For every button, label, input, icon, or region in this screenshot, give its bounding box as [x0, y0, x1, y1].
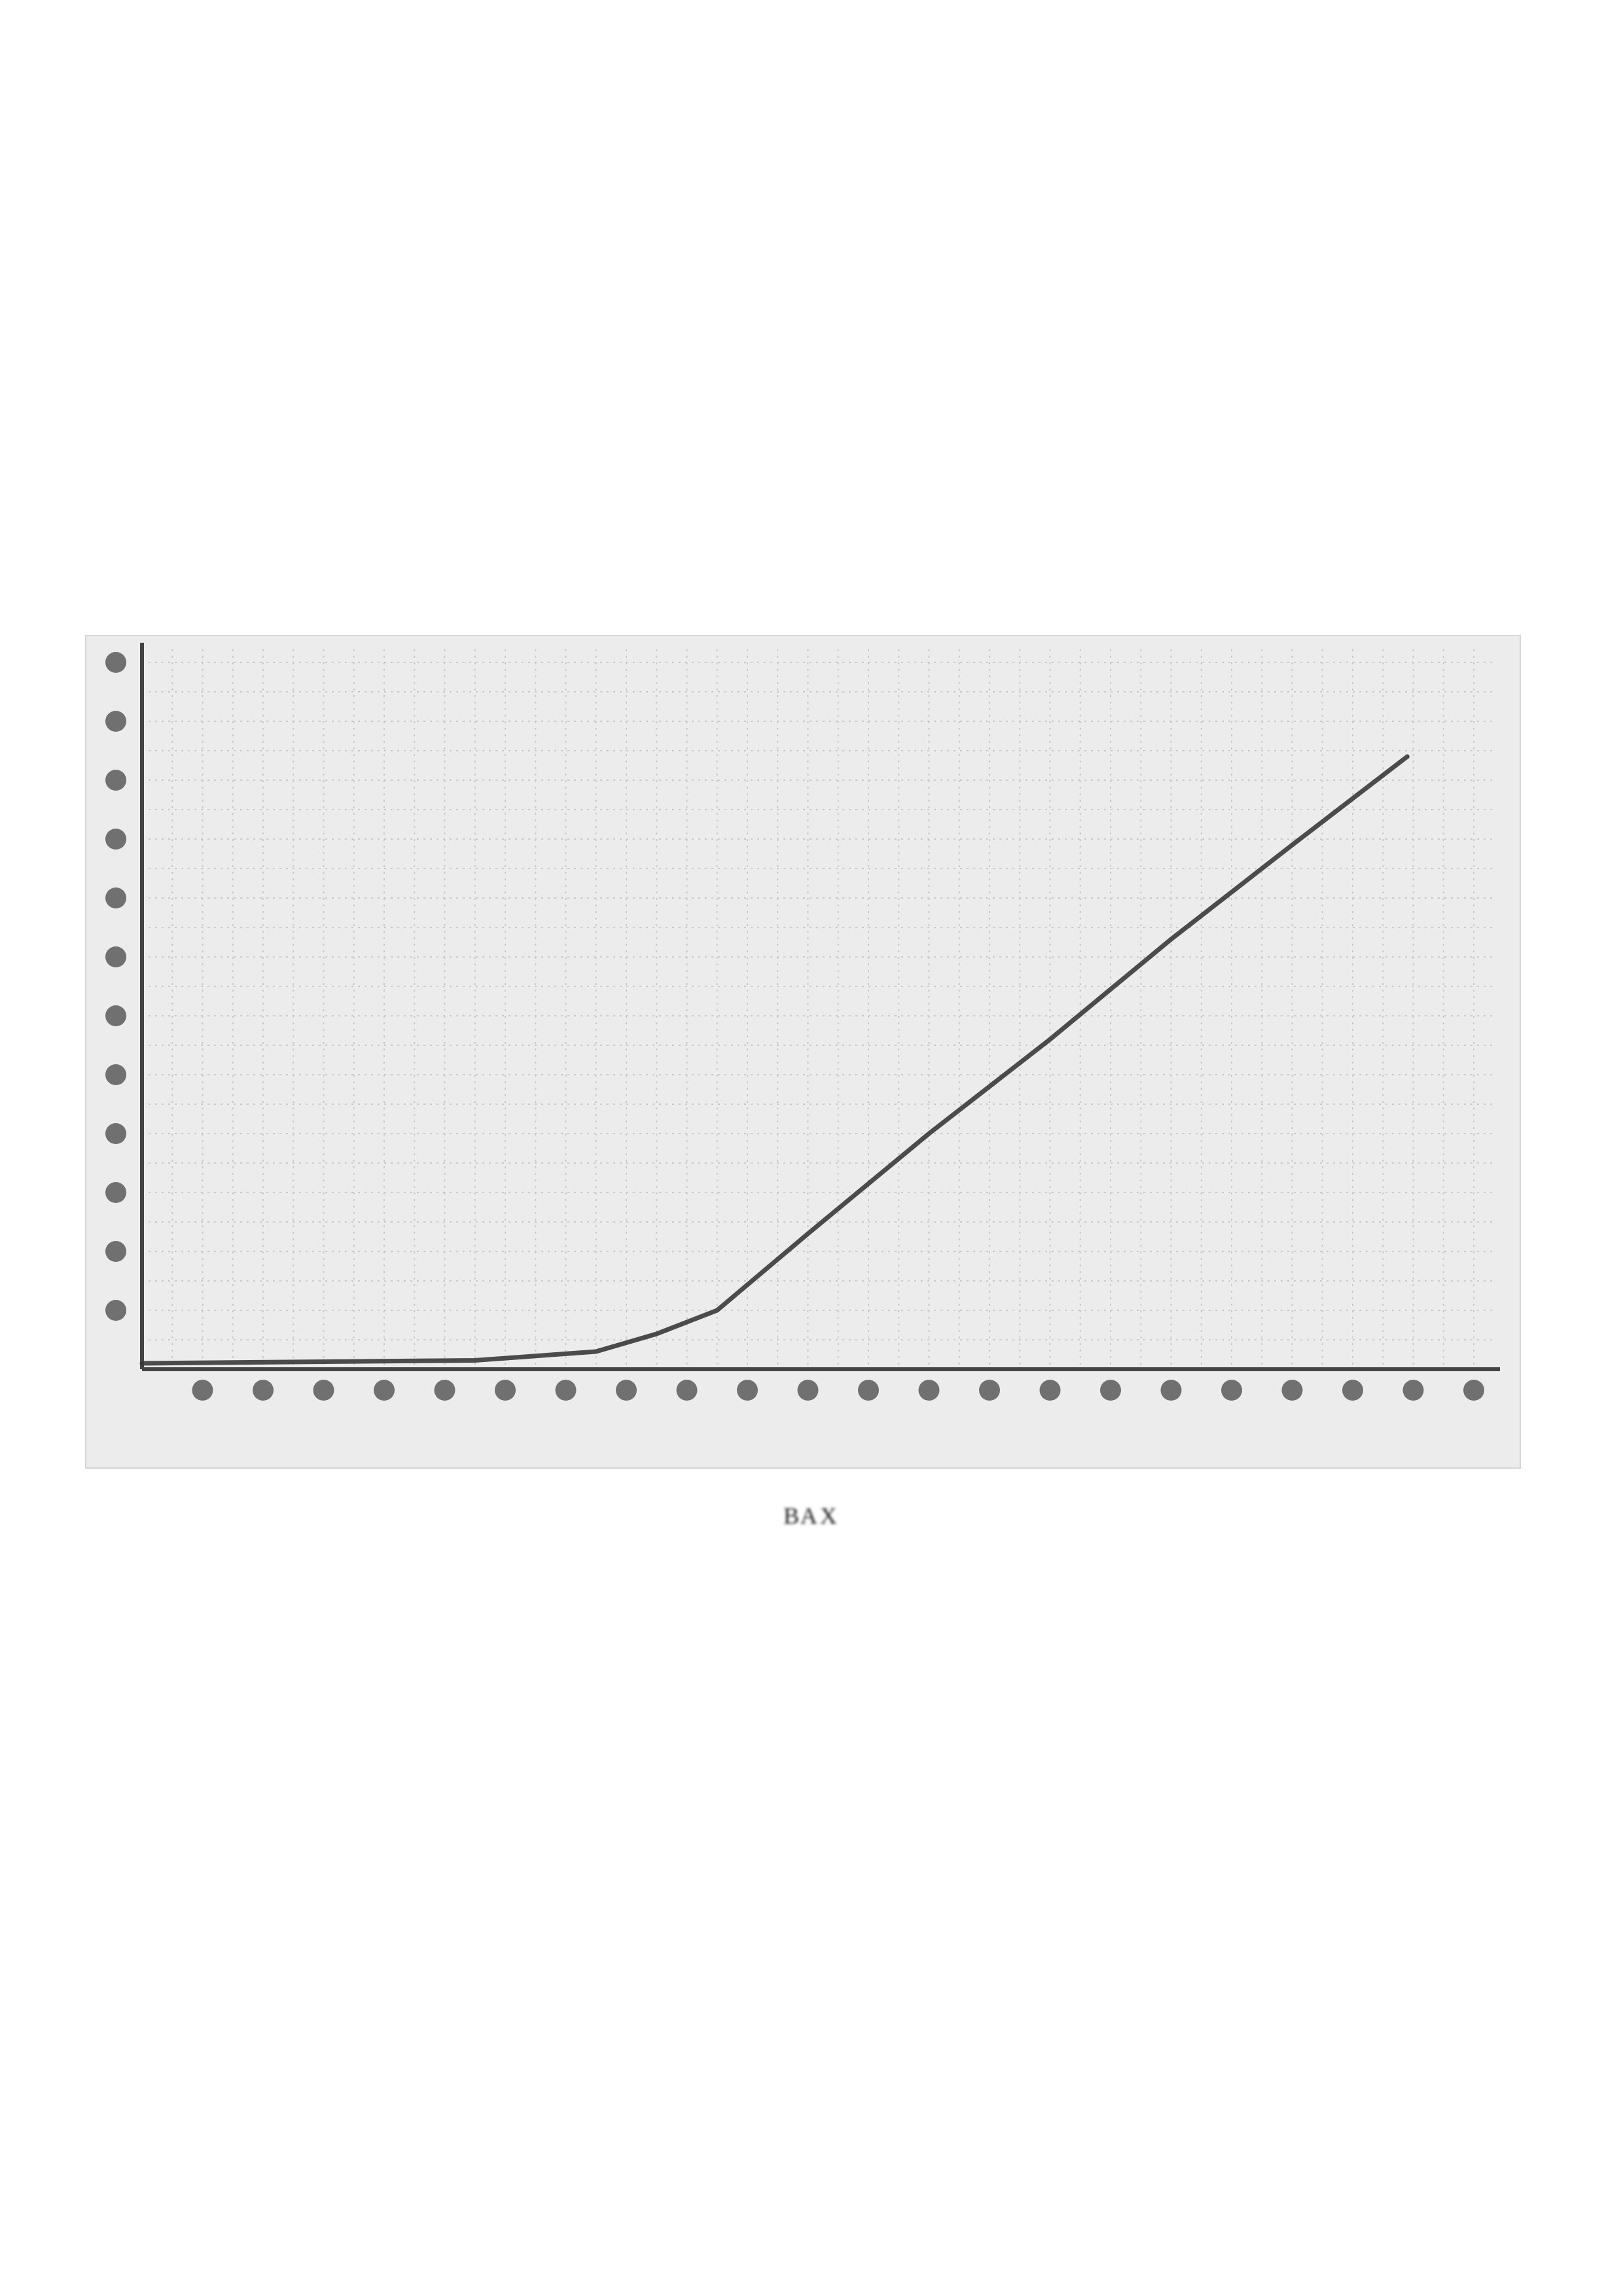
- x-tick-mark: [313, 1380, 334, 1401]
- x-tick-mark: [495, 1380, 516, 1401]
- figure-caption: ВАХ: [783, 1503, 840, 1529]
- x-tick-mark: [1282, 1380, 1303, 1401]
- y-tick-mark: [105, 946, 126, 967]
- x-tick-mark: [1040, 1380, 1061, 1401]
- chart-svg: [86, 636, 1520, 1467]
- x-tick-mark: [1221, 1380, 1242, 1401]
- x-tick-mark: [737, 1380, 758, 1401]
- y-tick-mark: [105, 770, 126, 791]
- x-tick-mark: [919, 1380, 940, 1401]
- y-tick-mark: [105, 829, 126, 850]
- x-tick-mark: [435, 1380, 455, 1401]
- x-tick-mark: [556, 1380, 577, 1401]
- iv-curve: [142, 757, 1407, 1363]
- x-tick-mark: [677, 1380, 698, 1401]
- x-tick-mark: [1403, 1380, 1424, 1401]
- x-tick-mark: [1100, 1380, 1121, 1401]
- x-tick-mark: [1463, 1380, 1484, 1401]
- iv-chart: [85, 635, 1521, 1469]
- y-tick-mark: [105, 1182, 126, 1203]
- y-tick-mark: [105, 711, 126, 732]
- x-tick-mark: [858, 1380, 879, 1401]
- x-tick-mark: [374, 1380, 395, 1401]
- y-tick-mark: [105, 1123, 126, 1144]
- x-tick-mark: [1161, 1380, 1182, 1401]
- y-tick-mark: [105, 1241, 126, 1262]
- y-tick-mark: [105, 888, 126, 908]
- y-tick-mark: [105, 1300, 126, 1321]
- x-tick-mark: [798, 1380, 819, 1401]
- x-tick-mark: [253, 1380, 274, 1401]
- x-tick-mark: [979, 1380, 1000, 1401]
- y-tick-mark: [105, 652, 126, 673]
- x-tick-mark: [1342, 1380, 1363, 1401]
- x-tick-mark: [192, 1380, 213, 1401]
- y-tick-mark: [105, 1064, 126, 1085]
- x-tick-mark: [616, 1380, 637, 1401]
- y-tick-mark: [105, 1005, 126, 1026]
